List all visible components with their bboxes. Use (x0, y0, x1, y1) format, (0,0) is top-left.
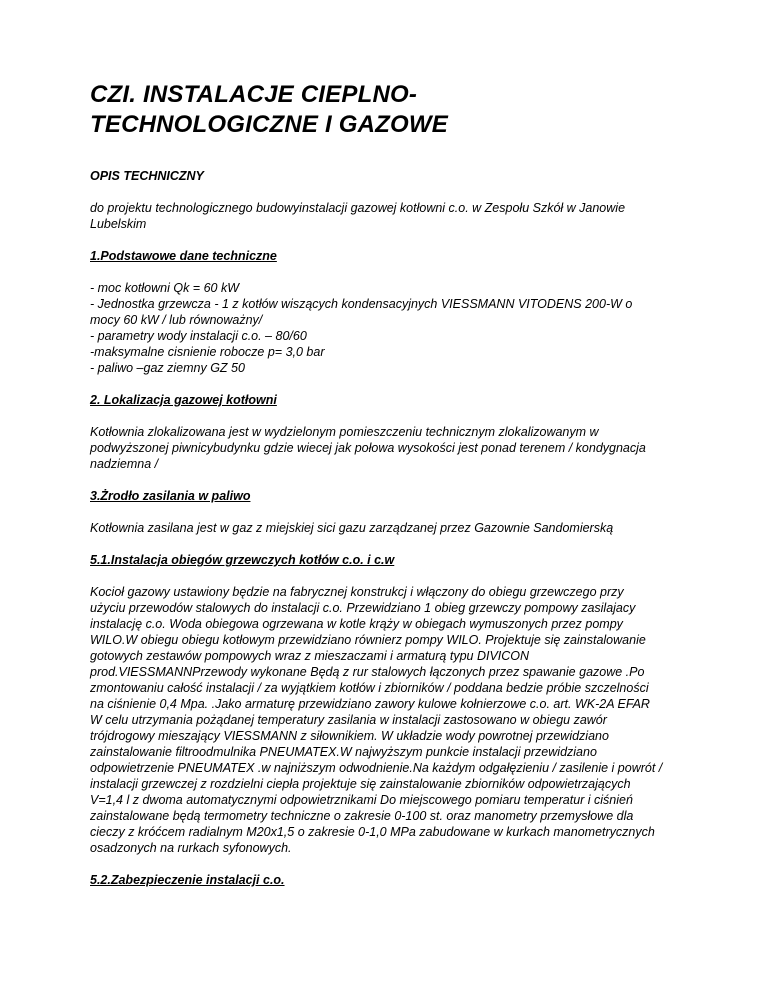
document-page (90, 80, 690, 904)
intro-paragraph: do projektu technologicznego budowyinstalacji gazowej kotłowni c.o. w Zespołu Szkół w Janowie Lubelskim (90, 201, 626, 231)
title-line-2: TECHNOLOGICZNE I GAZOWE (90, 111, 448, 138)
list-item: - moc kotłowni Qk = 60 kW (90, 281, 239, 295)
list-item: - paliwo –gaz ziemny GZ 50 (90, 361, 245, 375)
document-subtitle: OPIS TECHNICZNY (90, 169, 204, 183)
section-2-text: Kotłownia zlokalizowana jest w wydzielonym pomieszczeniu technicznym zlokalizowanym w podwyższonej piwnicybudynku gdzie wiecej jak połowa wysokości jest ponad terenem / kondygnacja nadziemna / (90, 425, 646, 471)
section-5-2-heading: 5.2.Zabezpieczenie instalacji c.o. (90, 873, 285, 887)
list-item: - parametry wody instalacji c.o. – 80/60 (90, 329, 307, 343)
section-3-text: Kotłownia zasilana jest w gaz z miejskiej sici gazu zarządzanej przez Gazownie Sandomierską (90, 521, 614, 535)
section-2-heading: 2. Lokalizacja gazowej kotłowni (90, 393, 277, 407)
list-item: - Jednostka grzewcza - 1 z kotłów wiszących kondensacyjnych VIESSMANN VITODENS 200-W o (90, 297, 633, 311)
list-item: mocy 60 kW / lub równoważny/ (90, 313, 263, 327)
section-5-1-heading: 5.1.Instalacja obiegów grzewczych kotłów c.o. i c.w (90, 553, 395, 567)
section-1-list (90, 280, 690, 376)
section-5-1-text: Kocioł gazowy ustawiony będzie na fabrycznej konstrukcj i włączony do obiegu grzewczego przy użyciu przewodów stalowych do instalacji c.o. Przewidziano 1 obieg grzewczy pompowy zasilajacy instalację c.o. Woda obiegowa ogrzewana w kotle krąży w obiegach wymuszonych przez pompy WILO.W obiegu obiegu kotłowym przewidziano równierz pompy WILO. Projektuje się zainstalowanie gotowych zestawów pompowych wraz z mieszaczami i armaturą typu DIVICON prod.VIESSMANNPrzewody wykonane Będą z rur stalowych łączonych przez spawanie gazowe .Po zmontowaniu całość instalacji / za wyjątkiem kotłów i zbiorników / poddana bedzie próbie szczelności na ciśnienie 0,4 Mpa. .Jako armaturę przewidziano zawory kulowe kołnierzowe c.o. art. WK-2A EFAR W celu utrzymania pożądanej temperatury zasilania w instalacji zastosowano w obiegu zawór trójdrogowy mieszający VIESSMANN z siłownikiem. W układzie wody powrotnej przewidziano zainstalowanie filtroodmulnika PNEUMATEX.W najwyższym punkcie instalacji przewidziano odpowietrzenie PNEUMATEX .w najniższym odwodnienie.Na każdym odgałęzieniu / zasilenie i powrót / instalacji grzewczej z rozdzielni ciepła projektuje się zainstalowanie zbiorników odpowietrzających V=1,4 l z dwoma automatycznymi odpowietrznikami Do miejscowego pomiaru temperatur i ciśnień zainstalowane będą termometry techniczne o zakresie 0-100 st. oraz manometry przemysłowe dla cieczy z króćcem radialnym M20x1,5 o zakresie 0-1,0 MPa zabudowane w kurkach manometrycznych osadzonych na rurkach syfonowych. (90, 585, 663, 855)
section-3-heading: 3.Żrodło zasilania w paliwo (90, 489, 251, 503)
list-item: -maksymalne cisnienie robocze p= 3,0 bar (90, 345, 325, 359)
title-line-1: CZI. INSTALACJE CIEPLNO- (90, 81, 418, 108)
document-title (90, 80, 690, 140)
section-1-heading: 1.Podstawowe dane techniczne (90, 249, 277, 263)
